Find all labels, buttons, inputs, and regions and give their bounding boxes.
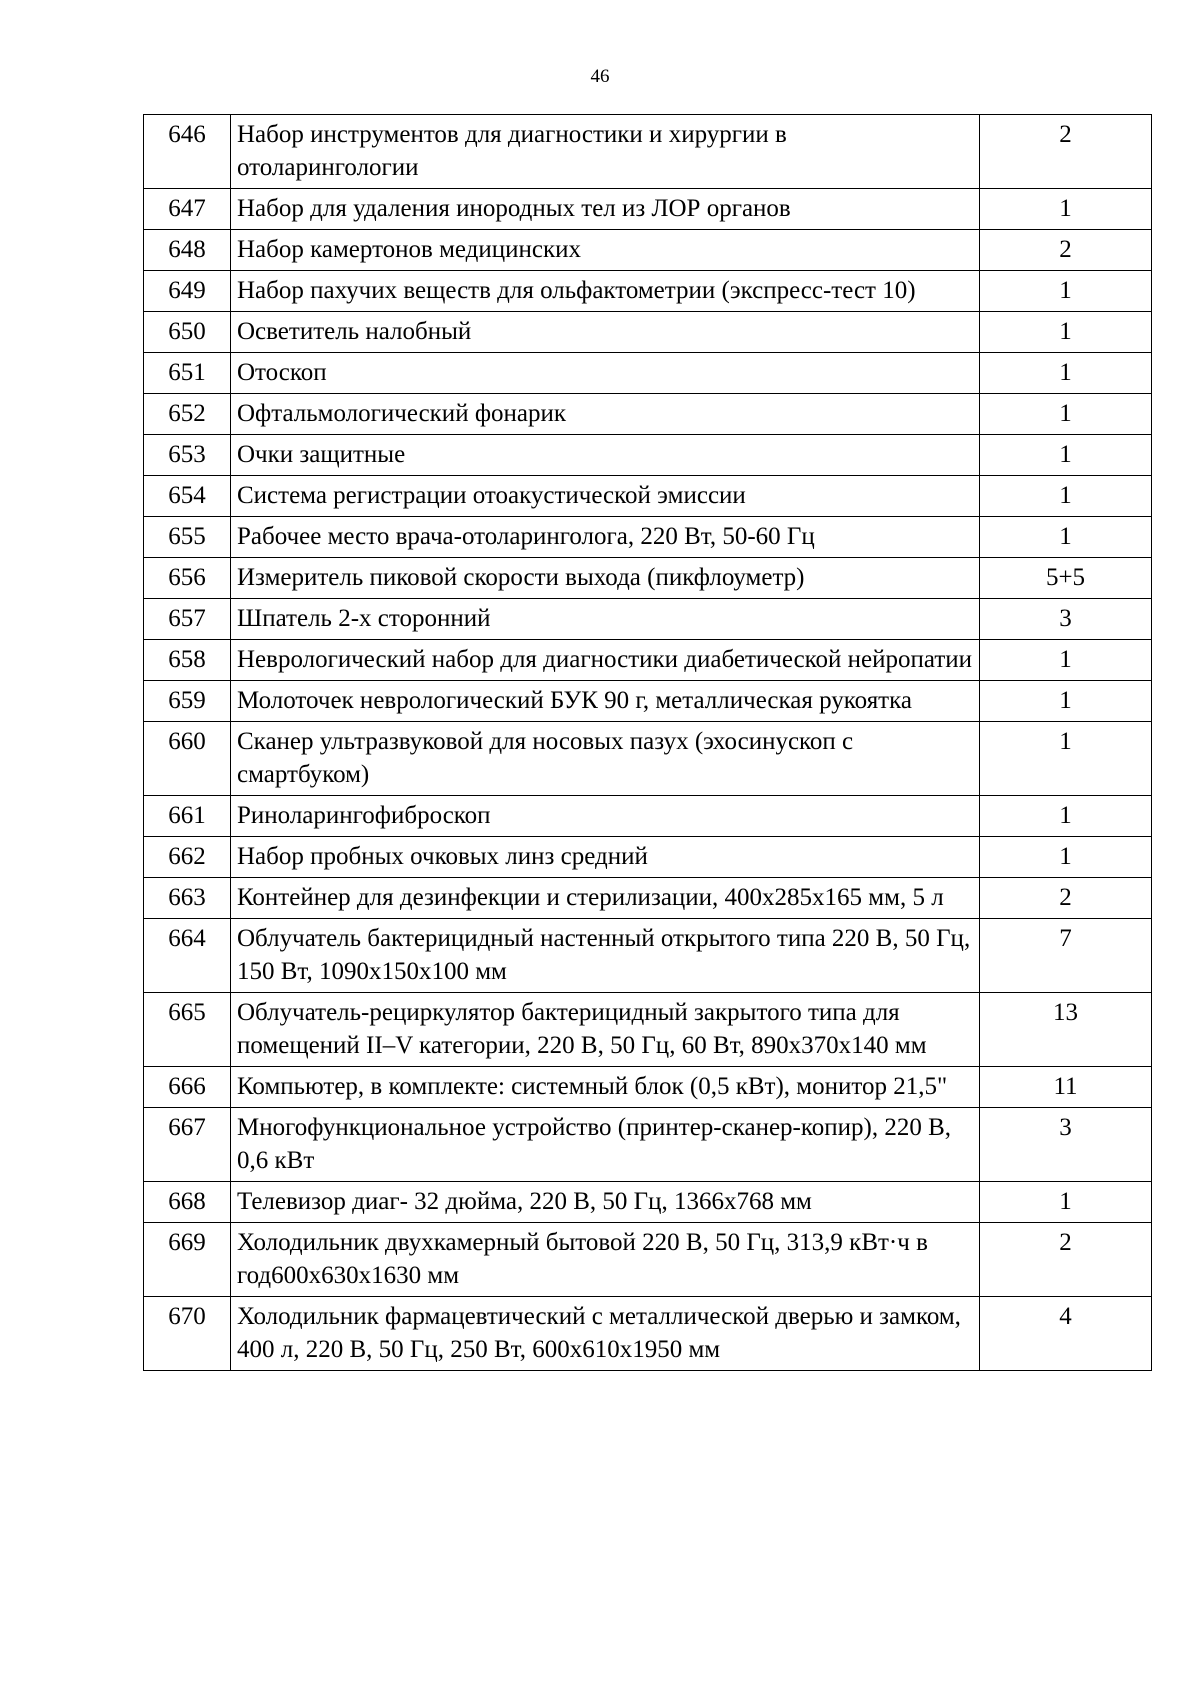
- item-quantity: 1: [980, 640, 1152, 681]
- row-number: 666: [144, 1067, 231, 1108]
- table-row: [144, 435, 1152, 476]
- table-row: [144, 517, 1152, 558]
- item-name: Холодильник двухкамерный бытовой 220 В, 50 Гц, 313,9 кВт·ч в год600x630x1630 мм: [231, 1223, 980, 1297]
- item-quantity: 1: [980, 394, 1152, 435]
- row-number: 652: [144, 394, 231, 435]
- item-name: Многофункциональное устройство (принтер-сканер-копир), 220 В, 0,6 кВт: [231, 1108, 980, 1182]
- item-quantity: 2: [980, 230, 1152, 271]
- item-quantity: 7: [980, 919, 1152, 993]
- table-row: [144, 558, 1152, 599]
- row-number: 661: [144, 796, 231, 837]
- item-quantity: 1: [980, 353, 1152, 394]
- item-quantity: 3: [980, 599, 1152, 640]
- table-body: [144, 115, 1152, 1371]
- table-row: [144, 640, 1152, 681]
- item-quantity: 1: [980, 189, 1152, 230]
- item-name: Офтальмологический фонарик: [231, 394, 980, 435]
- item-name: Набор пахучих веществ для ольфактометрии (экспресс-тест 10): [231, 271, 980, 312]
- item-quantity: 5+5: [980, 558, 1152, 599]
- table-row: [144, 1297, 1152, 1371]
- table-row: [144, 796, 1152, 837]
- item-quantity: 2: [980, 1223, 1152, 1297]
- table-row: [144, 1108, 1152, 1182]
- item-name: Набор камертонов медицинских: [231, 230, 980, 271]
- row-number: 668: [144, 1182, 231, 1223]
- item-quantity: 1: [980, 796, 1152, 837]
- item-name: Неврологический набор для диагностики диабетической нейропатии: [231, 640, 980, 681]
- table-row: [144, 394, 1152, 435]
- table-row: [144, 919, 1152, 993]
- table-row: [144, 878, 1152, 919]
- item-quantity: 1: [980, 435, 1152, 476]
- row-number: 646: [144, 115, 231, 189]
- table-row: [144, 189, 1152, 230]
- row-number: 647: [144, 189, 231, 230]
- table-row: [144, 353, 1152, 394]
- table-row: [144, 271, 1152, 312]
- item-name: Шпатель 2-х сторонний: [231, 599, 980, 640]
- table-row: [144, 1182, 1152, 1223]
- table-row: [144, 230, 1152, 271]
- table-row: [144, 681, 1152, 722]
- item-name: Сканер ультразвуковой для носовых пазух (эхосинускоп с смартбуком): [231, 722, 980, 796]
- row-number: 663: [144, 878, 231, 919]
- item-quantity: 1: [980, 271, 1152, 312]
- row-number: 665: [144, 993, 231, 1067]
- item-quantity: 2: [980, 115, 1152, 189]
- item-quantity: 1: [980, 722, 1152, 796]
- row-number: 658: [144, 640, 231, 681]
- row-number: 655: [144, 517, 231, 558]
- item-quantity: 1: [980, 681, 1152, 722]
- row-number: 653: [144, 435, 231, 476]
- item-quantity: 3: [980, 1108, 1152, 1182]
- item-quantity: 1: [980, 517, 1152, 558]
- table-row: [144, 115, 1152, 189]
- table-row: [144, 1223, 1152, 1297]
- item-quantity: 11: [980, 1067, 1152, 1108]
- row-number: 664: [144, 919, 231, 993]
- item-name: Осветитель налобный: [231, 312, 980, 353]
- item-name: Набор пробных очковых линз средний: [231, 837, 980, 878]
- item-name: Система регистрации отоакустической эмиссии: [231, 476, 980, 517]
- row-number: 648: [144, 230, 231, 271]
- item-quantity: 1: [980, 476, 1152, 517]
- equipment-table: [143, 114, 1152, 1371]
- row-number: 662: [144, 837, 231, 878]
- table-row: [144, 312, 1152, 353]
- item-name: Телевизор диаг- 32 дюйма, 220 В, 50 Гц, 1366x768 мм: [231, 1182, 980, 1223]
- row-number: 651: [144, 353, 231, 394]
- row-number: 654: [144, 476, 231, 517]
- item-name: Отоскоп: [231, 353, 980, 394]
- item-quantity: 1: [980, 312, 1152, 353]
- table-row: [144, 599, 1152, 640]
- table-row: [144, 993, 1152, 1067]
- item-name: Измеритель пиковой скорости выхода (пикфлоуметр): [231, 558, 980, 599]
- row-number: 657: [144, 599, 231, 640]
- item-quantity: 2: [980, 878, 1152, 919]
- item-quantity: 4: [980, 1297, 1152, 1371]
- item-name: Рабочее место врача-отоларинголога, 220 Вт, 50-60 Гц: [231, 517, 980, 558]
- row-number: 660: [144, 722, 231, 796]
- table-row: [144, 476, 1152, 517]
- item-name: Очки защитные: [231, 435, 980, 476]
- row-number: 659: [144, 681, 231, 722]
- page-number: 46: [590, 66, 610, 87]
- item-name: Набор инструментов для диагностики и хирургии в отоларингологии: [231, 115, 980, 189]
- item-name: Холодильник фармацевтический с металлической дверью и замком, 400 л, 220 В, 50 Гц, 250 Вт, 600x610x1950 мм: [231, 1297, 980, 1371]
- row-number: 667: [144, 1108, 231, 1182]
- table-row: [144, 1067, 1152, 1108]
- item-name: Молоточек неврологический БУК 90 г, металлическая рукоятка: [231, 681, 980, 722]
- item-quantity: 1: [980, 1182, 1152, 1223]
- item-name: Компьютер, в комплекте: системный блок (0,5 кВт), монитор 21,5": [231, 1067, 980, 1108]
- row-number: 669: [144, 1223, 231, 1297]
- row-number: 649: [144, 271, 231, 312]
- item-name: Контейнер для дезинфекции и стерилизации, 400x285x165 мм, 5 л: [231, 878, 980, 919]
- table-row: [144, 837, 1152, 878]
- item-quantity: 1: [980, 837, 1152, 878]
- item-name: Риноларингофиброскоп: [231, 796, 980, 837]
- row-number: 670: [144, 1297, 231, 1371]
- row-number: 656: [144, 558, 231, 599]
- row-number: 650: [144, 312, 231, 353]
- item-name: Набор для удаления инородных тел из ЛОР органов: [231, 189, 980, 230]
- item-quantity: 13: [980, 993, 1152, 1067]
- item-name: Облучатель-рециркулятор бактерицидный закрытого типа для помещений II–V категории, 220 В, 50 Гц, 60 Вт, 890x370x140 мм: [231, 993, 980, 1067]
- item-name: Облучатель бактерицидный настенный открытого типа 220 В, 50 Гц, 150 Вт, 1090x150x100 мм: [231, 919, 980, 993]
- table-row: [144, 722, 1152, 796]
